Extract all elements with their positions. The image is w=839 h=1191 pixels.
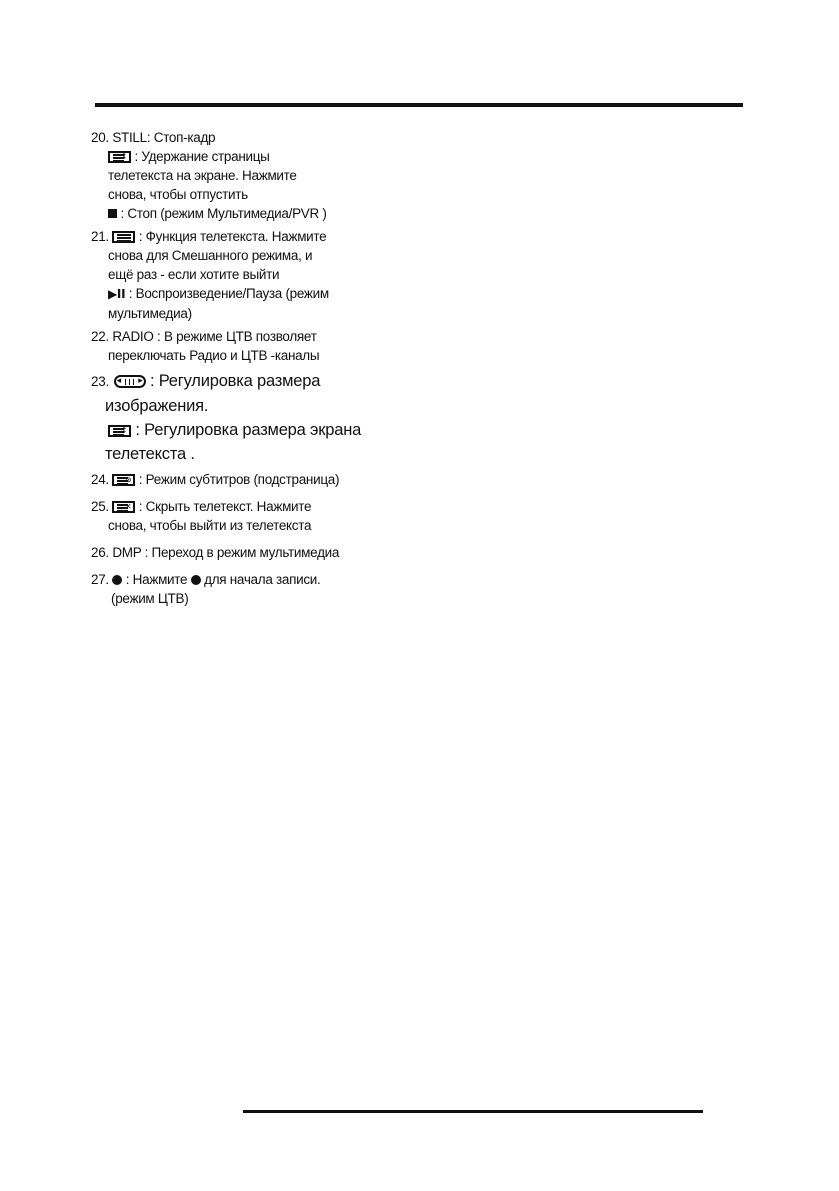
teletext-hold-icon: ⇕ (108, 151, 131, 163)
item-text: телетекста . (105, 445, 195, 463)
item-number: 26. (91, 545, 109, 560)
teletext-hide-icon: ✕ (112, 501, 135, 513)
list-item-20 (91, 128, 511, 223)
list-item-25 (91, 497, 511, 535)
key-label-radio: RADIO : (112, 329, 161, 344)
item-text: переключать Радио и ЦТВ -каналы (108, 348, 320, 363)
picture-size-icon: ◂ ▸ (114, 375, 146, 388)
item-number: 22. (91, 329, 109, 344)
list-item-27 (91, 570, 511, 608)
item-number: 23. (91, 374, 110, 389)
item-text: : Режим субтитров (подстраница) (138, 472, 340, 487)
play-pause-icon: ▶II (108, 287, 126, 301)
top-rule (95, 103, 743, 107)
list-item-26 (91, 543, 511, 562)
item-number: 27. (91, 572, 109, 587)
key-label-dmp: DMP : (112, 545, 149, 560)
item-number: 21. (91, 229, 109, 244)
item-text: В режиме ЦТВ позволяет (163, 329, 317, 344)
list-item-21 (91, 227, 511, 323)
item-text: Переход в режим мультимедиа (151, 545, 340, 560)
item-text: снова, чтобы отпустить (108, 187, 248, 202)
item-text: ещё раз - если хотите выйти (108, 267, 280, 282)
item-text: для начала записи. (204, 572, 321, 587)
list-item-23 (91, 369, 511, 466)
item-text: : Регулировка размера экрана (135, 421, 362, 439)
item-text: изображения. (105, 397, 209, 415)
item-text: : Нажмите (125, 572, 188, 587)
item-text: Стоп-кадр (153, 130, 216, 145)
item-text: : Функция телетекста. Нажмите (138, 229, 327, 244)
item-text: телетекста на экране. Нажмите (108, 168, 297, 183)
item-text: : Регулировка размера (149, 372, 321, 390)
record-dot-icon (191, 575, 201, 585)
item-text: : Удержание страницы (134, 149, 270, 164)
item-text: (режим ЦТВ) (111, 591, 189, 606)
remote-control-key-list (91, 128, 511, 608)
stop-square-icon (108, 209, 117, 218)
subtitle-subpage-icon: ⊙ (112, 474, 135, 486)
item-text: : Воспроизведение/Пауза (режим (128, 286, 329, 301)
teletext-icon (112, 231, 135, 243)
item-text: : Скрыть телетекст. Нажмите (138, 499, 312, 514)
key-label-still: STILL: (112, 130, 151, 145)
list-item-22 (91, 327, 511, 365)
item-text: : Стоп (режим Мультимедиа/PVR ) (120, 206, 327, 221)
teletext-size-icon: ↕ (108, 425, 131, 437)
list-item-24 (91, 470, 511, 489)
bottom-rule (243, 1110, 703, 1113)
record-dot-icon (112, 575, 122, 585)
item-text: снова, чтобы выйти из телетекста (108, 518, 312, 533)
item-number: 20. (91, 130, 109, 145)
item-number: 25. (91, 499, 109, 514)
item-text: снова для Смешанного режима, и (108, 248, 313, 263)
item-number: 24. (91, 472, 109, 487)
item-text: мультимедиа) (108, 306, 192, 321)
